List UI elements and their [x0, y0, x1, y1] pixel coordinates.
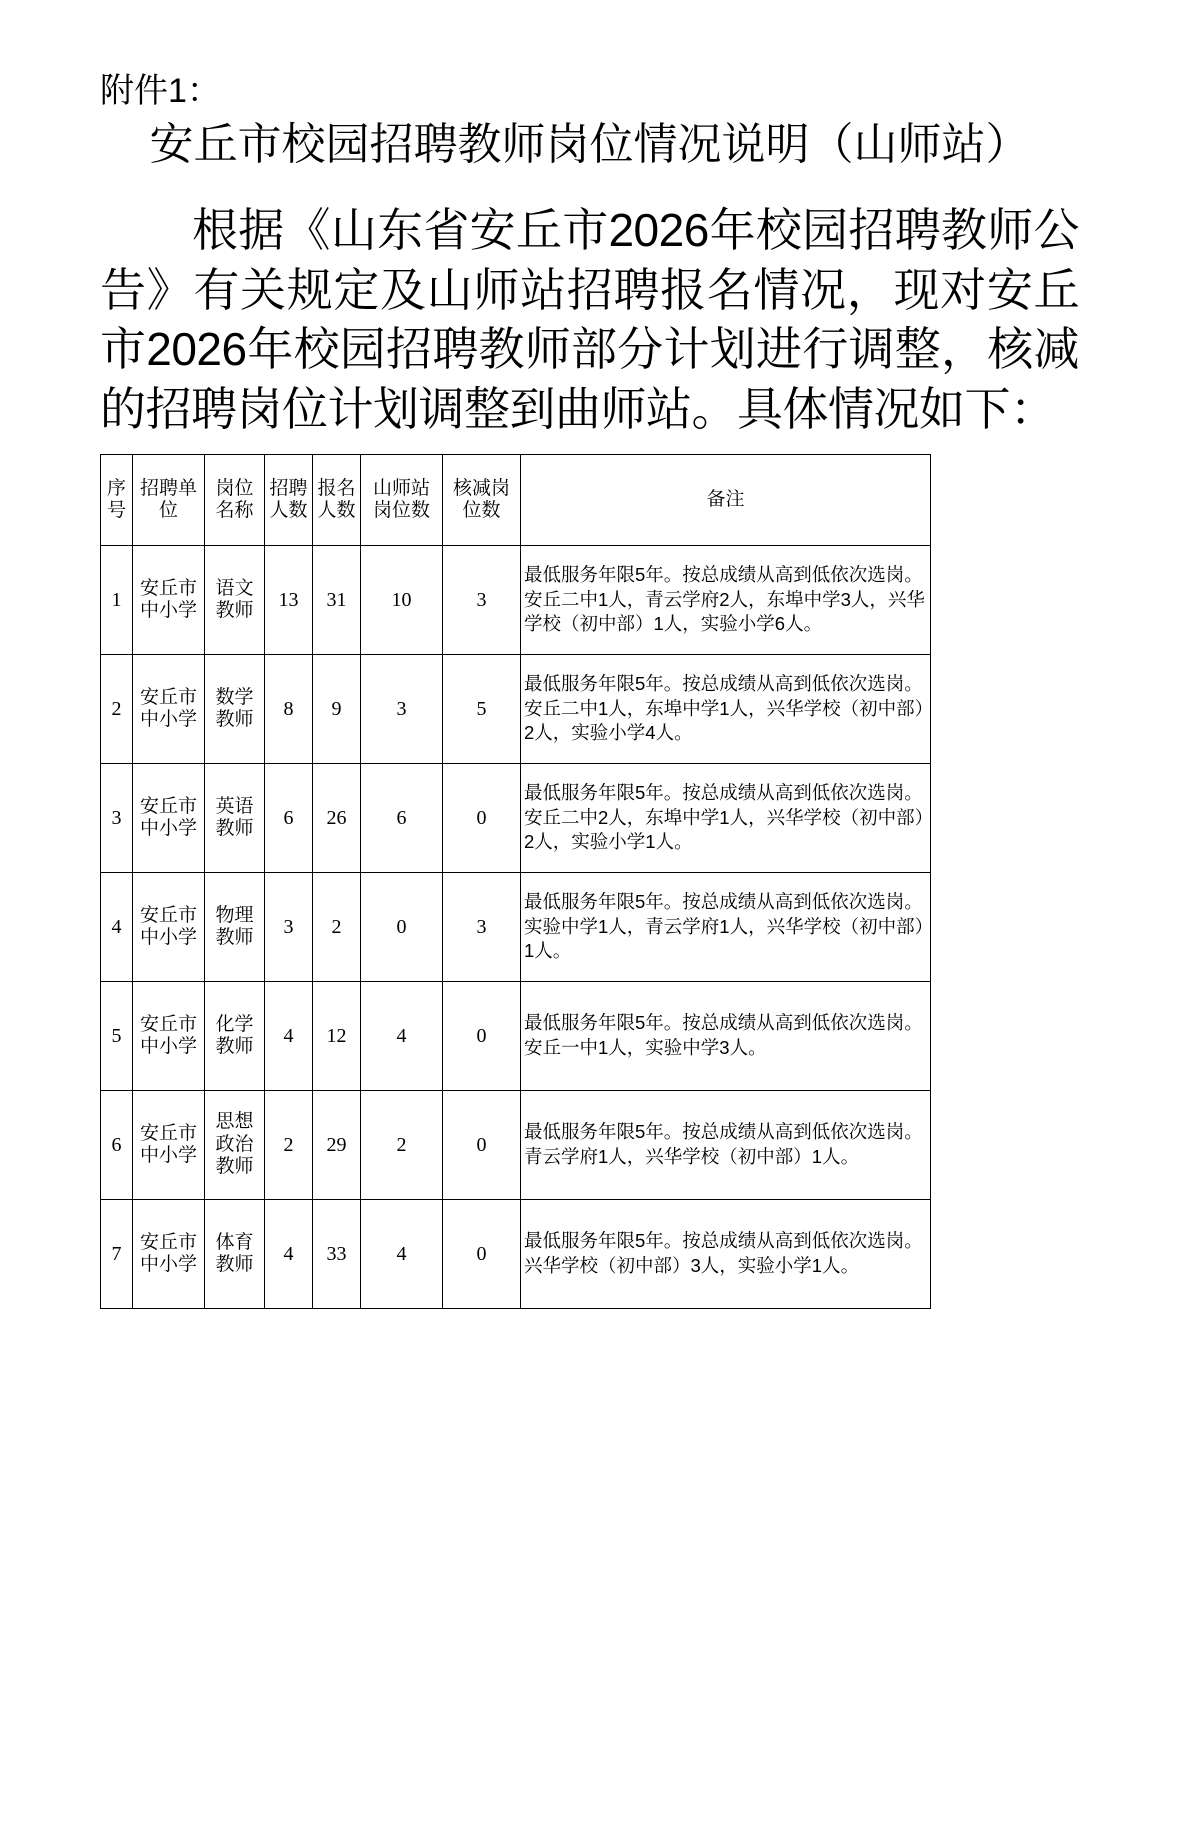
col-header-post: 岗位名称	[205, 455, 265, 546]
cell-unit: 安丘市中小学	[133, 1091, 205, 1200]
cell-hire-count: 3	[265, 873, 313, 982]
cell-shanshi-posts: 0	[361, 873, 443, 982]
cell-hire-count: 8	[265, 655, 313, 764]
cell-seq: 7	[101, 1200, 133, 1309]
cell-cut-posts: 0	[443, 1091, 521, 1200]
cell-unit: 安丘市中小学	[133, 655, 205, 764]
cell-seq: 6	[101, 1091, 133, 1200]
cell-remark: 最低服务年限5年。按总成绩从高到低依次选岗。安丘二中2人，东埠中学1人，兴华学校（初中部）2人，实验小学1人。	[521, 764, 931, 873]
cell-unit: 安丘市中小学	[133, 1200, 205, 1309]
cell-seq: 5	[101, 982, 133, 1091]
table-row	[101, 764, 931, 873]
cell-remark: 最低服务年限5年。按总成绩从高到低依次选岗。安丘二中1人，东埠中学1人，兴华学校（初中部）2人，实验小学4人。	[521, 655, 931, 764]
cell-unit: 安丘市中小学	[133, 873, 205, 982]
cell-cut-posts: 0	[443, 1200, 521, 1309]
table-header	[101, 455, 931, 546]
cell-remark: 最低服务年限5年。按总成绩从高到低依次选岗。青云学府1人，兴华学校（初中部）1人。	[521, 1091, 931, 1200]
cell-unit: 安丘市中小学	[133, 982, 205, 1091]
cell-hire-count: 2	[265, 1091, 313, 1200]
table-row	[101, 1200, 931, 1309]
col-header-cut-posts: 核减岗位数	[443, 455, 521, 546]
cell-post: 化学教师	[205, 982, 265, 1091]
table-body	[101, 546, 931, 1309]
cell-apply-count: 12	[313, 982, 361, 1091]
cell-post: 英语教师	[205, 764, 265, 873]
cell-unit: 安丘市中小学	[133, 546, 205, 655]
cell-apply-count: 31	[313, 546, 361, 655]
cell-post: 体育教师	[205, 1200, 265, 1309]
cell-remark: 最低服务年限5年。按总成绩从高到低依次选岗。实验中学1人，青云学府1人，兴华学校（初中部）1人。	[521, 873, 931, 982]
cell-apply-count: 2	[313, 873, 361, 982]
cell-cut-posts: 3	[443, 873, 521, 982]
col-header-shanshi-posts: 山师站岗位数	[361, 455, 443, 546]
cell-hire-count: 4	[265, 982, 313, 1091]
cell-cut-posts: 0	[443, 764, 521, 873]
cell-apply-count: 33	[313, 1200, 361, 1309]
attachment-label: 附件1：	[100, 72, 221, 110]
cell-hire-count: 13	[265, 546, 313, 655]
cell-remark: 最低服务年限5年。按总成绩从高到低依次选岗。兴华学校（初中部）3人，实验小学1人。	[521, 1200, 931, 1309]
table-row	[101, 1091, 931, 1200]
col-header-hire-count: 招聘人数	[265, 455, 313, 546]
cell-cut-posts: 3	[443, 546, 521, 655]
col-header-remark: 备注	[521, 455, 931, 546]
cell-seq: 2	[101, 655, 133, 764]
cell-apply-count: 9	[313, 655, 361, 764]
cell-remark: 最低服务年限5年。按总成绩从高到低依次选岗。安丘二中1人，青云学府2人，东埠中学3人，兴华学校（初中部）1人，实验小学6人。	[521, 546, 931, 655]
cell-seq: 1	[101, 546, 133, 655]
cell-shanshi-posts: 4	[361, 1200, 443, 1309]
cell-post: 物理教师	[205, 873, 265, 982]
table-row	[101, 982, 931, 1091]
cell-shanshi-posts: 4	[361, 982, 443, 1091]
cell-apply-count: 29	[313, 1091, 361, 1200]
table-row	[101, 655, 931, 764]
table-row	[101, 873, 931, 982]
intro-paragraph: 根据《山东省安丘市2026年校园招聘教师公告》有关规定及山师站招聘报名情况，现对安丘市2026年校园招聘教师部分计划进行调整，核减的招聘岗位计划调整到曲师站。具体情况如下：	[100, 203, 1079, 436]
col-header-seq: 序号	[101, 455, 133, 546]
cell-shanshi-posts: 6	[361, 764, 443, 873]
cell-apply-count: 26	[313, 764, 361, 873]
cell-post: 语文教师	[205, 546, 265, 655]
cell-post: 思想政治教师	[205, 1091, 265, 1200]
cell-shanshi-posts: 2	[361, 1091, 443, 1200]
cell-hire-count: 4	[265, 1200, 313, 1309]
col-header-apply-count: 报名人数	[313, 455, 361, 546]
col-header-unit: 招聘单位	[133, 455, 205, 546]
cell-cut-posts: 0	[443, 982, 521, 1091]
recruitment-table	[100, 454, 931, 1309]
cell-seq: 4	[101, 873, 133, 982]
cell-remark: 最低服务年限5年。按总成绩从高到低依次选岗。安丘一中1人，实验中学3人。	[521, 982, 931, 1091]
cell-cut-posts: 5	[443, 655, 521, 764]
cell-shanshi-posts: 10	[361, 546, 443, 655]
table-header-row	[101, 455, 931, 546]
cell-post: 数学教师	[205, 655, 265, 764]
table-row	[101, 546, 931, 655]
cell-unit: 安丘市中小学	[133, 764, 205, 873]
cell-hire-count: 6	[265, 764, 313, 873]
cell-seq: 3	[101, 764, 133, 873]
cell-shanshi-posts: 3	[361, 655, 443, 764]
page-title: 安丘市校园招聘教师岗位情况说明（山师站）	[149, 119, 1030, 169]
